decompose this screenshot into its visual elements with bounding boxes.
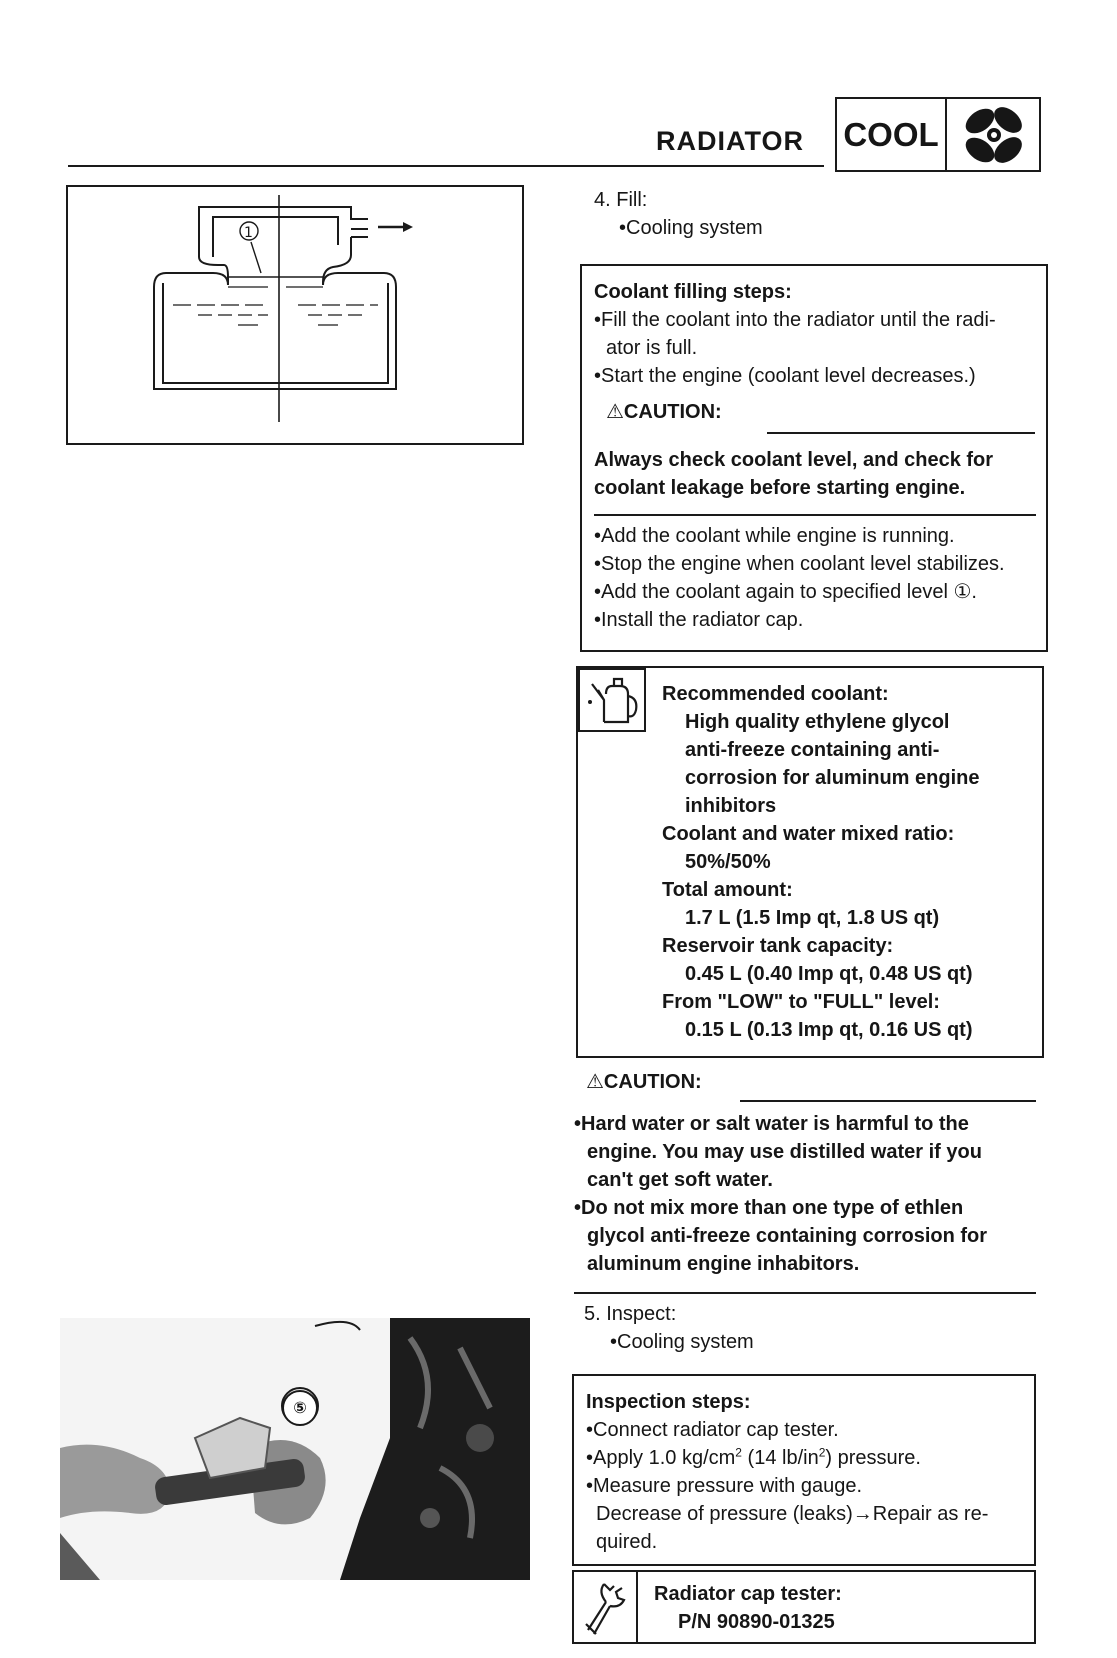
- filling-step-1-cont: ator is full.: [606, 337, 698, 359]
- caution-2-line-6: aluminum engine inhabitors.: [587, 1253, 860, 1275]
- caution-2-label: ⚠CAUTION:: [586, 1071, 702, 1093]
- mix-ratio-value: 50%/50%: [685, 851, 771, 873]
- caution-text-1: Always check coolant level, and check for: [594, 449, 994, 471]
- inspection-step-1: •Connect radiator cap tester.: [586, 1419, 839, 1441]
- total-amount-value: 1.7 L (1.5 Imp qt, 1.8 US qt): [685, 907, 940, 929]
- step-4-item: •Cooling system: [619, 217, 763, 239]
- mix-ratio-title: Coolant and water mixed ratio:: [662, 823, 955, 845]
- page-section-title: RADIATOR: [656, 126, 804, 156]
- step-5-item: •Cooling system: [610, 1331, 754, 1353]
- svg-text:1: 1: [244, 225, 253, 241]
- header-rule: [68, 165, 824, 167]
- inspection-step-2: •Apply 1.0 $kg/cm^2$ (14 $lb/in^2$) pressure.: [586, 1445, 921, 1469]
- tool-name: Radiator cap tester:: [654, 1583, 842, 1605]
- caution-2-line-2: engine. You may use distilled water if you: [587, 1141, 982, 1163]
- radiator-diagram: [66, 185, 524, 445]
- inspection-steps-box: [572, 1374, 1036, 1566]
- caution-rule: [767, 432, 1035, 434]
- caution-2-rule: [740, 1100, 1036, 1102]
- recommended-coolant-line-4: inhibitors: [685, 795, 777, 817]
- step-5-heading: 5. Inspect:: [584, 1303, 677, 1325]
- inspection-step-3-result-cont: quired.: [596, 1531, 658, 1553]
- low-full-level-title: From "LOW" to "FULL" level:: [662, 991, 940, 1013]
- reservoir-capacity-value: 0.45 L (0.40 Imp qt, 0.48 US qt): [685, 963, 973, 985]
- tool-icon: [574, 1572, 638, 1642]
- recommended-coolant-title: Recommended coolant:: [662, 683, 889, 705]
- recommended-coolant-line-2: anti-freeze containing anti-: [685, 739, 940, 761]
- caution-text-2: coolant leakage before starting engine.: [594, 477, 966, 499]
- reservoir-capacity-title: Reservoir tank capacity:: [662, 935, 894, 957]
- oil-can-icon: [578, 668, 646, 732]
- recommended-coolant-line-1: High quality ethylene glycol: [685, 711, 950, 733]
- tool-box: [572, 1570, 1036, 1644]
- caution-2-line-5: glycol anti-freeze containing corrosion for: [587, 1225, 988, 1247]
- chapter-tab: [835, 97, 1041, 172]
- caution-2-line-1: •Hard water or salt water is harmful to the: [574, 1113, 969, 1135]
- coolant-spec-box: [576, 666, 1044, 1058]
- coolant-filling-steps-box: [580, 264, 1048, 652]
- filling-step-1: •Fill the coolant into the radiator until the radi-: [594, 309, 996, 331]
- caution-2-end-rule: [574, 1292, 1036, 1294]
- filling-step-2: •Start the engine (coolant level decreases.): [594, 365, 976, 387]
- fan-icon: [947, 99, 1039, 170]
- filling-step-6: •Install the radiator cap.: [594, 609, 804, 631]
- caution-2-line-3: can't get soft water.: [587, 1169, 773, 1191]
- total-amount-title: Total amount:: [662, 879, 793, 901]
- low-full-level-value: 0.15 L (0.13 Imp qt, 0.16 US qt): [685, 1019, 973, 1041]
- caution-label: ⚠CAUTION:: [606, 401, 722, 423]
- step-4-heading: 4. Fill:: [594, 189, 648, 211]
- cap-tester-photo: [60, 1318, 530, 1580]
- caution-2-line-4: •Do not mix more than one type of ethlen: [574, 1197, 964, 1219]
- photo-callout: ⑤: [282, 1390, 318, 1426]
- inspection-step-3: •Measure pressure with gauge.: [586, 1475, 863, 1497]
- inspection-step-3-result: Decrease of pressure (leaks)→Repair as re-: [596, 1503, 989, 1525]
- filling-step-5: •Add the coolant again to specified level ①.: [594, 581, 977, 603]
- filling-step-3: •Add the coolant while engine is running.: [594, 525, 955, 547]
- chapter-label: COOL: [837, 99, 947, 170]
- filling-steps-title: Coolant filling steps:: [594, 281, 792, 303]
- filling-step-4: •Stop the engine when coolant level stabilizes.: [594, 553, 1005, 575]
- inspection-steps-title: Inspection steps:: [586, 1391, 751, 1413]
- recommended-coolant-line-3: corrosion for aluminum engine: [685, 767, 980, 789]
- caution-end-rule: [594, 514, 1036, 516]
- tool-part-number: P/N 90890-01325: [678, 1611, 835, 1633]
